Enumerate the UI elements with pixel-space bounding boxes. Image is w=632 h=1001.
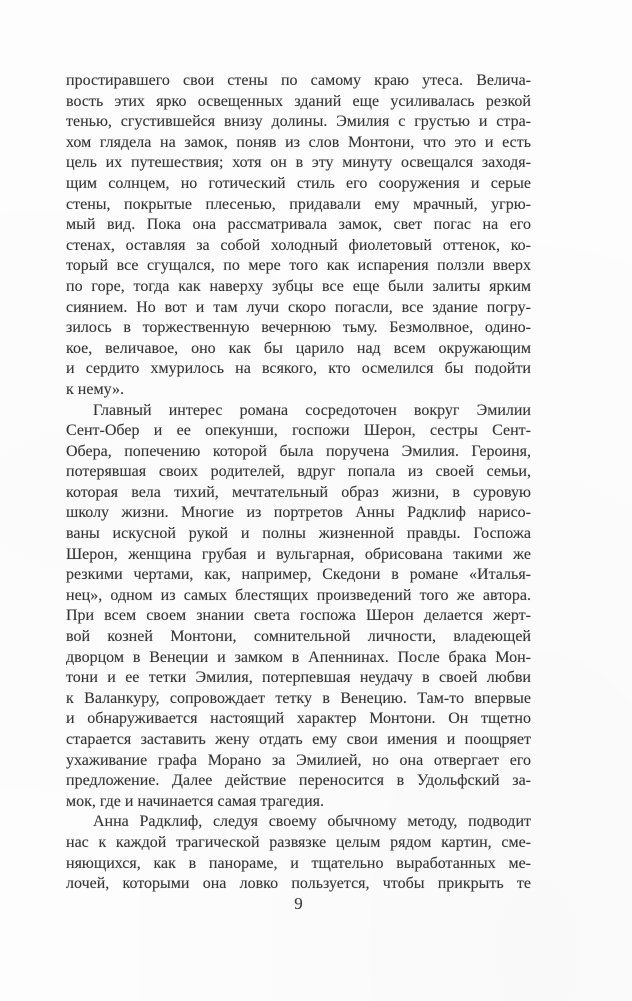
text-line: сиянием. Но вот и там лучи скоро погасли, все здание погру- [66,298,531,316]
text-line: Анна Радклиф, следуя своему обычному методу, подводит [93,813,531,831]
text-line: хом глядела на замок, поняв из слов Монтони, что это и есть [66,133,531,151]
text-line: нец», одном из самых блестящих произведений того же автора. [66,586,531,604]
page-number: 9 [294,894,303,913]
text-line: вость этих ярко освещенных зданий еще усиливалась резкой [66,92,531,110]
text-line: нас к каждой трагической развязке целым рядом картин, сме- [66,833,531,851]
text-line: Шерон, женщина грубая и вульгарная, обрисована такими же [66,545,531,563]
paragraph [66,812,531,894]
text-line: по горе, тогда как наверху зубцы все еще были залиты ярким [66,277,531,295]
text-line: ухаживание графа Морано за Эмилией, но она отвергает его [66,751,531,769]
text-line: цель их путешествия; хотя он в эту минуту освещался заходя- [66,154,531,172]
text-line: и сердито хмурилось на всякого, кто осмелился бы подойти [66,360,531,378]
paragraph [66,401,531,813]
text-line: к Валанкуру, сопровождает тетку в Венецию. Там-то впервые [66,689,531,707]
text-line: кое, величавое, оно как бы царило над всем окружающим [66,339,531,357]
text-line: мок, где и начинается самая трагедия. [66,792,324,810]
text-line: тони и ее тетки Эмилия, потерпевшая неудачу в своей любви [66,669,531,687]
text-line: няющихся, как в панораме, и тщательно выработанных ме- [66,854,531,872]
text-line: стены, покрытые плесенью, придавали ему мрачный, угрю- [66,195,531,213]
text-line: простиравшего свои стены по самому краю утеса. Велича- [66,72,531,89]
text-line: старается заставить жену отдать ему свои имения и поощряет [66,731,531,748]
text-line: потерявшая своих родителей, вдруг попала из своей семьи, [66,463,531,481]
text-line: мый вид. Пока она рассматривала замок, свет погас на его [66,216,531,234]
text-line: тенью, сгустившейся внизу долины. Эмилия с грустью и стра- [66,113,531,131]
text-line: Главный интерес романа сосредоточен вокруг Эмилии [93,401,531,419]
text-line: Сент-Обер и ее опекунши, госпожи Шерон, сестры Сент- [66,422,531,440]
text-line: стенах, оставляя за собой холодный фиолетовый оттенок, ко- [66,236,531,254]
text-line: школу жизни. Многие из портретов Анны Радклиф нарисо- [66,504,531,522]
text-line: лочей, которыми она ловко пользуется, чтобы прикрыть те [66,875,531,893]
text-line: вой козней Монтони, сомнительной личности, владеющей [66,628,531,646]
text-line: предложение. Далее действие переносится в Удольфский за- [66,772,531,790]
text-line: щим солнцем, но готический стиль его сооружения и серые [66,174,531,192]
text-column [66,71,531,895]
text-line: и обнаруживается настоящий характер Монтони. Он тщетно [66,710,531,728]
text-line: При всем своем знании света госпожа Шерон делается жерт- [66,607,531,625]
text-line: резкими чертами, как, например, Скедони в романе «Италья- [66,566,531,584]
text-line: ваны искусной рукой и полны жизненной правды. Госпожа [66,525,531,543]
text-line: торый все сгущался, по мере того как испарения ползли вверх [66,257,531,275]
text-line: Обера, попечению которой была поручена Эмилия. Героиня, [66,442,531,460]
text-line: дворцом в Венеции и замком в Апеннинах. После брака Мон- [66,648,531,666]
text-line: к нему». [66,380,124,398]
text-line: которая вела тихий, мечтательный образ жизни, в суровую [66,483,531,501]
paragraph [66,71,531,401]
text-line: зилось в торжественную вечернюю тьму. Безмолвное, одино- [66,319,531,337]
